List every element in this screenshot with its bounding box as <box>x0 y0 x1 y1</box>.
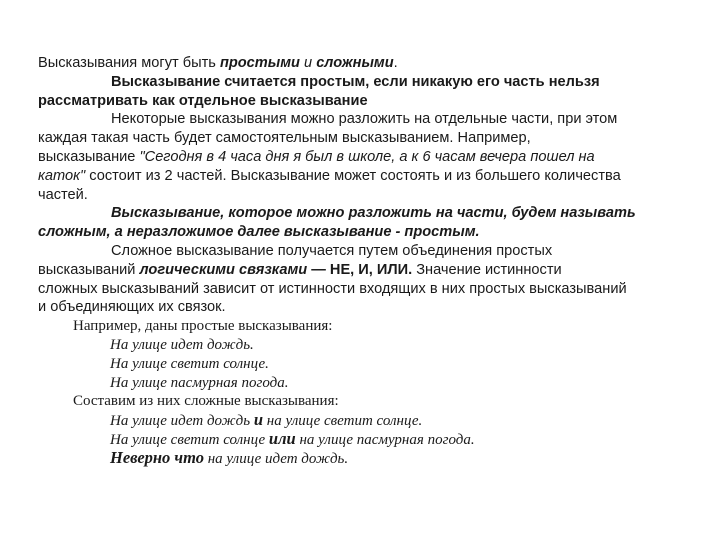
decomposition-line-2: каждая такая часть будет самостоятельным высказыванием. Например, <box>38 130 531 147</box>
intro-end: . <box>393 55 398 71</box>
intro-text: Высказывания могут быть <box>38 55 220 71</box>
simple-example-1: На улице идет дождь. <box>110 336 254 353</box>
not-operand: на улице идет дождь. <box>203 450 349 467</box>
decomposition-line-3 <box>38 148 698 167</box>
decomposition-line-4 <box>38 167 698 186</box>
or-left: На улице светит солнце <box>110 431 269 448</box>
complex-example-or <box>38 430 698 449</box>
or-right: на улице пасмурная погода. <box>295 431 475 448</box>
document-body <box>38 54 698 468</box>
decomposition-line-1: Некоторые высказывания можно разложить на отдельные части, при этом <box>111 111 618 128</box>
complex-example-and <box>38 411 698 430</box>
connectives-line-2 <box>38 261 698 280</box>
connectives-suffix: Значение истинности <box>412 261 562 278</box>
and-left: На улице идет дождь <box>110 413 254 430</box>
or-operator: или <box>268 428 296 448</box>
connectives-prefix: высказываний <box>38 261 140 278</box>
compose-intro: Составим из них сложные высказывания: <box>73 393 339 410</box>
term-simple: простыми <box>219 55 300 71</box>
complex-example-not <box>38 449 698 468</box>
connective-list: — НЕ, И, ИЛИ. <box>307 261 413 278</box>
decomposition-prefix: высказывание <box>38 148 140 165</box>
complex-definition-line-2: сложным, а неразложимое далее высказывание - простым. <box>38 224 480 241</box>
connectives-line-3: сложных высказываний зависит от истинности входящих в них простых высказываний <box>38 280 627 297</box>
complex-definition-line-1: Высказывание, которое можно разложить на части, будем называть <box>111 205 636 222</box>
term-logical-connectives: логическими связками <box>139 261 308 278</box>
simple-definition-line-1: Высказывание считается простым, если никакую его часть нельзя <box>111 73 600 90</box>
simple-example-2: На улице светит солнце. <box>110 355 269 372</box>
decomposition-suffix: состоит из 2 частей. Высказывание может состоять и из большего количества <box>85 167 621 184</box>
intro-and: и <box>299 55 317 71</box>
and-operator: и <box>253 410 263 430</box>
intro-line <box>38 54 698 73</box>
simple-example-3: На улице пасмурная погода. <box>110 374 289 391</box>
connectives-line-4: и объединяющих их связок. <box>38 299 226 316</box>
example-quote-part-1: "Сегодня в 4 часа дня я был в школе, а к 6 часам вечера пошел на <box>139 148 595 165</box>
example-quote-part-2: каток" <box>38 167 86 184</box>
term-complex: сложными <box>316 55 394 71</box>
connectives-line-1: Сложное высказывание получается путем объединения простых <box>111 242 553 259</box>
and-right: на улице светит солнце. <box>263 413 423 430</box>
not-operator: Неверно что <box>110 447 204 467</box>
examples-intro: Например, даны простые высказывания: <box>73 318 333 335</box>
simple-definition-line-2: рассматривать как отдельное высказывание <box>38 92 368 109</box>
decomposition-line-5: частей. <box>38 186 88 203</box>
